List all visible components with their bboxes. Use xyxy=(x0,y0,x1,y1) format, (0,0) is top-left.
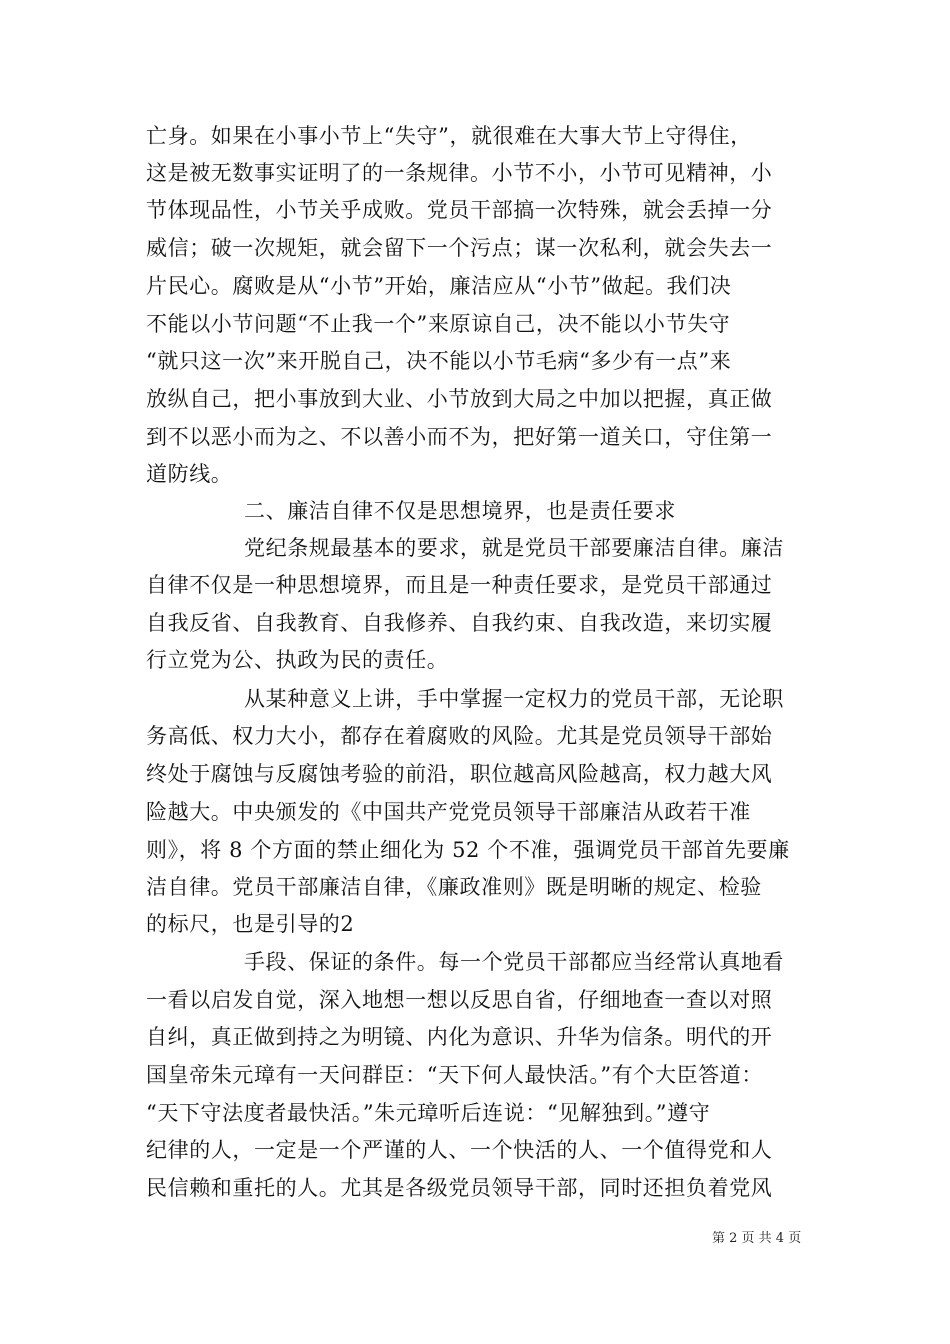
text-line: 自我反省、自我教育、自我修养、自我约束、自我改造，来切实履 xyxy=(146,611,773,635)
text-line: 道防线。 xyxy=(146,462,233,486)
text-line: 则》，将 8 个方面的禁止细化为 52 个不准，强调党员干部首先要廉 xyxy=(146,838,790,862)
text-line: “天下守法度者最快活。”朱元璋听后连说：“见解独到。”遵守 xyxy=(146,1101,711,1125)
text-line: 不能以小节问题“不止我一个”来原谅自己，决不能以小节失守 xyxy=(146,312,731,336)
text-line: 自纠，真正做到持之为明镜、内化为意识、升华为信条。明代的开 xyxy=(146,1025,773,1049)
text-line: 自律不仅是一种思想境界，而且是一种责任要求，是党员干部通过 xyxy=(146,573,773,597)
text-line: 国皇帝朱元璋有一天问群臣：“天下何人最快活。”有个大臣答道： xyxy=(146,1063,763,1087)
text-line: 的标尺，也是引导的2 xyxy=(146,912,355,936)
text-line: 威信；破一次规矩，就会留下一个污点；谋一次私利，就会失去一 xyxy=(146,236,773,260)
paragraph-first-line: 手段、保证的条件。每一个党员干部都应当经常认真地看 xyxy=(244,950,784,974)
text-line: 险越大。中央颁发的《中国共产党党员领导干部廉洁从政若干准 xyxy=(146,800,751,824)
text-line: 亡身。如果在小事小节上“失守”，就很难在大事大节上守得住， xyxy=(146,124,752,148)
paragraph-first-line: 党纪条规最基本的要求，就是党员干部要廉洁自律。廉洁 xyxy=(244,536,784,560)
text-line: 务高低、权力大小，都存在着腐败的风险。尤其是党员领导干部始 xyxy=(146,724,773,748)
paragraph-first-line: 从某种意义上讲，手中掌握一定权力的党员干部，无论职 xyxy=(244,687,784,711)
text-line: 洁自律。党员干部廉洁自律，《廉政准则》既是明晰的规定、检验 xyxy=(146,875,762,899)
text-line: 一看以启发自觉，深入地想一想以反思自省，仔细地查一查以对照 xyxy=(146,988,773,1012)
text-line: “就只这一次”来开脱自己，决不能以小节毛病“多少有一点”来 xyxy=(146,349,732,373)
text-line: 节体现品性，小节关乎成败。党员干部搞一次特殊，就会丢掉一分 xyxy=(146,198,773,222)
section-heading: 二、廉洁自律不仅是思想境界，也是责任要求 xyxy=(244,499,676,523)
text-line: 片民心。腐败是从“小节”开始，廉洁应从“小节”做起。我们决 xyxy=(146,274,732,298)
page-number-footer: 第 2 页 共 4 页 xyxy=(712,1231,802,1246)
text-line: 民信赖和重托的人。尤其是各级党员领导干部，同时还担负着党风 xyxy=(146,1176,773,1200)
text-line: 行立党为公、执政为民的责任。 xyxy=(146,648,449,672)
text-line: 到不以恶小而为之、不以善小而不为，把好第一道关口，守住第一 xyxy=(146,425,773,449)
text-line: 纪律的人，一定是一个严谨的人、一个快活的人、一个值得党和人 xyxy=(146,1138,773,1162)
text-line: 这是被无数事实证明了的一条规律。小节不小，小节可见精神，小 xyxy=(146,161,773,185)
text-line: 终处于腐蚀与反腐蚀考验的前沿，职位越高风险越高，权力越大风 xyxy=(146,762,773,786)
text-line: 放纵自己，把小事放到大业、小节放到大局之中加以把握，真正做 xyxy=(146,387,773,411)
